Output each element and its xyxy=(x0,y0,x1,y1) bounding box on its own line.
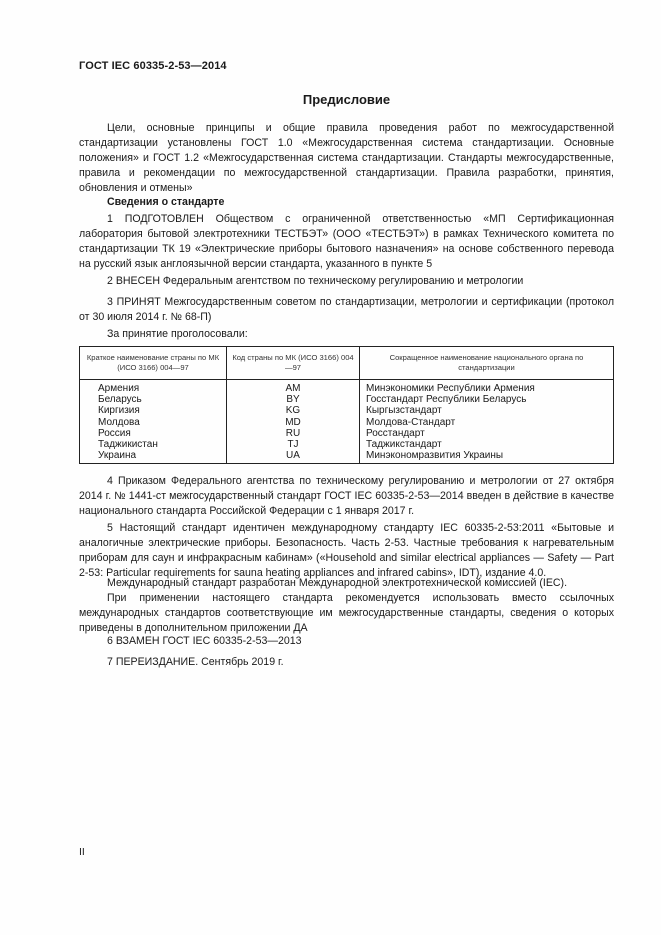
table-header-country: Краткое наименование страны по МК (ИСО 3166) 004—97 xyxy=(80,347,227,380)
item-5-usage-note: При применении настоящего стандарта рекомендуется использовать вместо ссылочных международных стандартов соответствующие им межгосударственные стандарты, сведения о которых приведены в дополнительном приложении ДА xyxy=(79,592,614,634)
page-number: II xyxy=(79,846,85,858)
item-5: 5 Настоящий стандарт идентичен международному стандарту IEC 60335-2-53:2011 «Бытовые и аналогичные электрические приборы. Безопасность. Часть 2-53. Частные требования к нагревательным приборам для саун и инфракрасным кабинам» («Household and similar electrical appliances — Safety — Part 2-53: Particular requirements for sauna heating appliances and infrared cabins», IDT), издание 4.0. xyxy=(79,522,614,579)
item-5-iec-note: Международный стандарт разработан Международной электротехнической комиссией (IEC). xyxy=(107,577,568,589)
table-row: Таджикистан TJ Таджикстандарт xyxy=(80,439,614,450)
intro-text: Цели, основные принципы и общие правила проведения работ по межгосударственной стандартизации установлены ГОСТ 1.0 «Межгосударственная система стандартизации. Основные положения» и ГОСТ 1.2 «Межгосударственная система стандартизации. Стандарты межгосударственные, правила и рекомендации по межгосударственной стандартизации. Правила разработки, принятия, обновления и отмены» xyxy=(79,122,614,194)
table-row: Беларусь BY Госстандарт Республики Беларусь xyxy=(80,394,614,405)
table-row: Армения AM Минэкономики Республики Армения xyxy=(80,380,614,395)
table-header-row xyxy=(80,347,614,380)
table-header-body: Сокращенное наименование национального органа по стандартизации xyxy=(360,347,614,380)
item-3: 3 ПРИНЯТ Межгосударственным советом по стандартизации, метрологии и сертификации (протокол от 30 июля 2014 г. № 68-П) xyxy=(79,296,614,323)
item-1: 1 ПОДГОТОВЛЕН Обществом с ограниченной ответственностью «МП Сертификационная лаборатория бытовой электротехники ТЕСТБЭТ» (ООО «ТЕСТБЭТ») в рамках Технического комитета по стандартизации ТК 19 «Электрические приборы бытового назначения» на основе собственного перевода на русский язык англоязычной версии стандарта, указанного в пункте 5 xyxy=(79,213,614,270)
voting-table xyxy=(79,346,614,464)
table-row: Молдова MD Молдова-Стандарт xyxy=(80,417,614,428)
intro-paragraph xyxy=(79,121,614,196)
item-2: 2 ВНЕСЕН Федеральным агентством по техническому регулированию и метрологии xyxy=(107,275,524,287)
voting-intro: За принятие проголосовали: xyxy=(107,328,248,340)
table-row: Украина UA Минэкономразвития Украины xyxy=(80,450,614,464)
page-title: Предисловие xyxy=(302,92,391,107)
table-row: Киргизия KG Кыргызстандарт xyxy=(80,405,614,416)
section-heading: Сведения о стандарте xyxy=(107,196,225,208)
item-6: 6 ВЗАМЕН ГОСТ IEC 60335-2-53—2013 xyxy=(107,635,302,647)
document-header: ГОСТ IEC 60335-2-53—2014 xyxy=(79,60,227,72)
table-header-code: Код страны по МК (ИСО 3166) 004—97 xyxy=(227,347,360,380)
item-4: 4 Приказом Федерального агентства по техническому регулированию и метрологии от 27 октября 2014 г. № 1441-ст межгосударственный стандарт ГОСТ IEC 60335-2-53—2014 введен в действие в качестве национального стандарта Российской Федерации с 1 января 2017 г. xyxy=(79,475,614,517)
table-row: Россия RU Росстандарт xyxy=(80,428,614,439)
item-7: 7 ПЕРЕИЗДАНИЕ. Сентябрь 2019 г. xyxy=(107,656,284,668)
